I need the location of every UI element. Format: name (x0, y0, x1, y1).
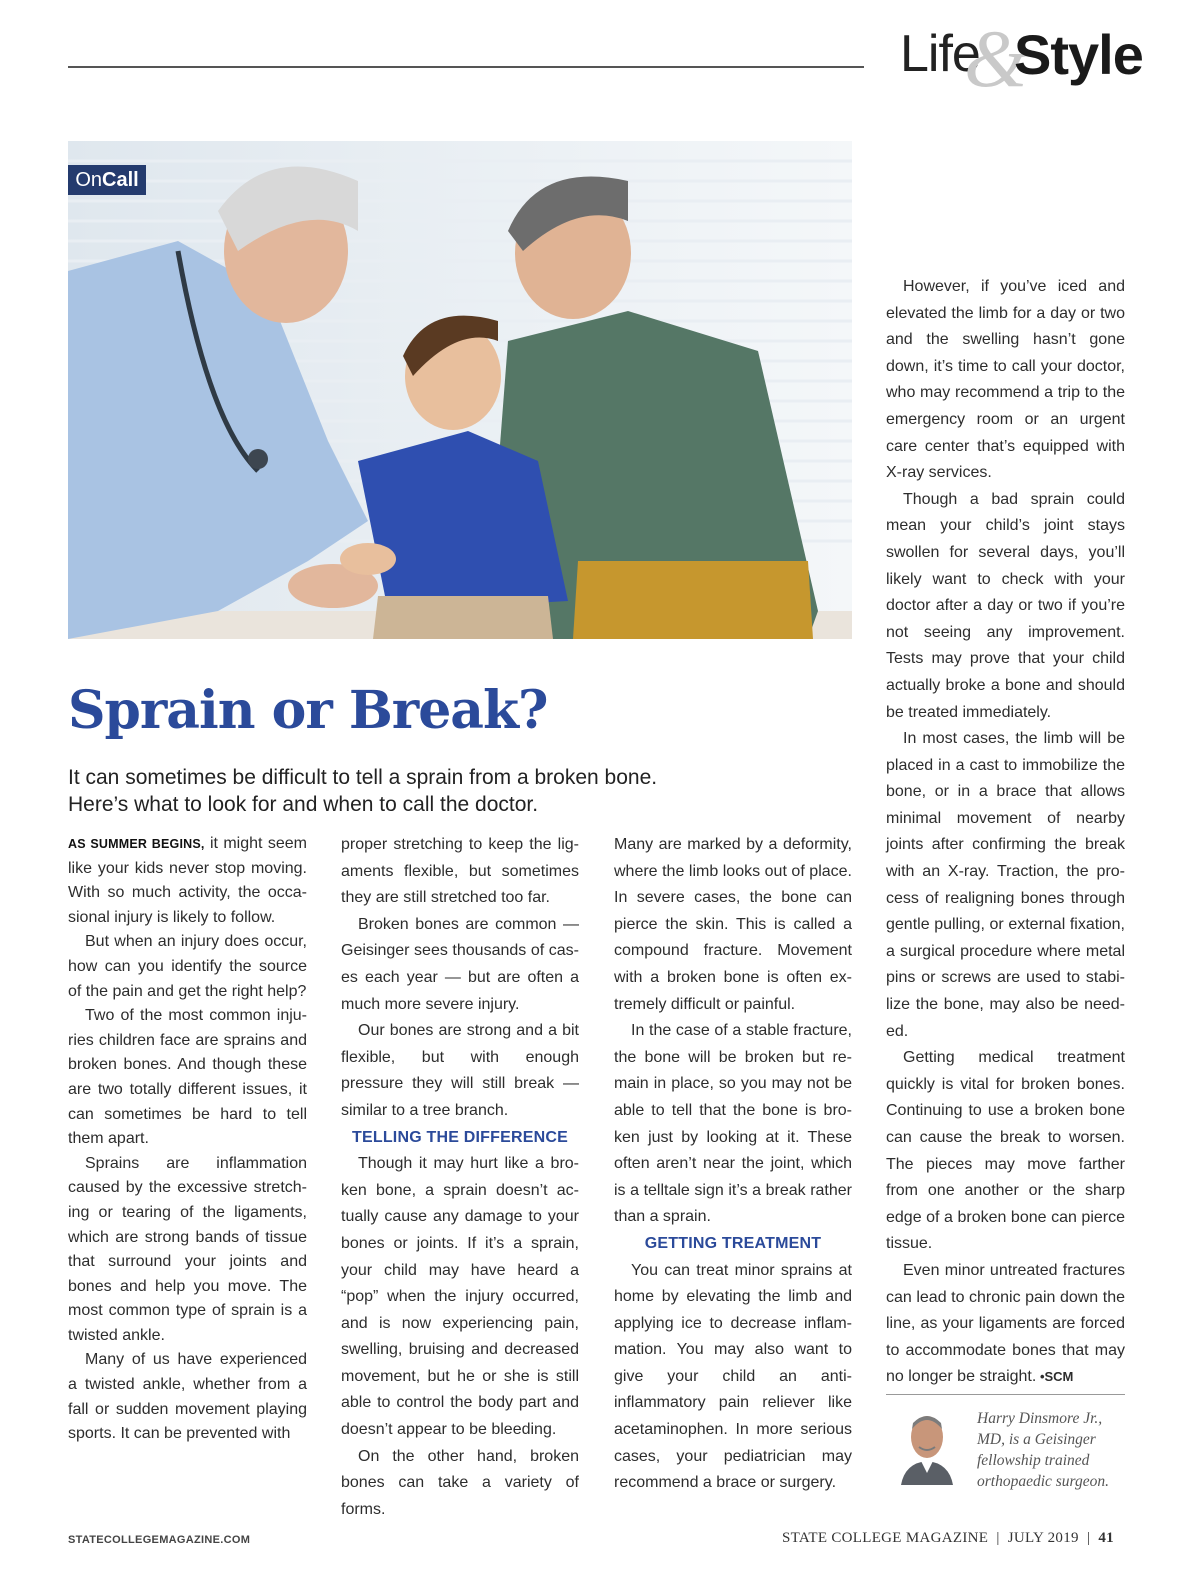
deck-line-1: It can sometimes be difficult to tell a sprain from a broken bone. (68, 766, 658, 789)
bio-rule (886, 1394, 1125, 1395)
article-headline: Sprain or Break? (68, 680, 548, 741)
hero-photo (68, 141, 852, 639)
deck-line-2: Here’s what to look for and when to call the doctor. (68, 793, 539, 816)
footer-magazine: STATE COLLEGE MAGAZINE (782, 1530, 989, 1546)
subhead-telling-the-difference: TELLING THE DIFFERENCE (352, 1128, 568, 1146)
paragraph: Many of us have experienced a twisted ankle, whether from a fall or sudden movement playing sports. It can be prevented with (68, 1351, 307, 1443)
lead-in: AS SUMMER BEGINS, (68, 837, 205, 851)
paragraph: You can treat minor sprains at home by elevating the limb and applying ice to decrease inflammation. You may also want to give your child an anti-inflammatory pain reliever like acetaminophen. In more serious cases, your pediatrician may recommend a brace or surgery. (614, 1261, 852, 1492)
section-logo (900, 13, 1143, 104)
paragraph: Our bones are strong and a bit flexible, but with enough pressure they will still break — similar to a tree branch. (341, 1022, 579, 1119)
paragraph: Broken bones are common — Geisinger sees thousands of cases each year — but are often a much more severe injury. (341, 915, 579, 1013)
paragraph (68, 832, 307, 930)
section-logo-life: Life (900, 25, 980, 83)
paragraph: Two of the most common injuries children face are sprains and broken bones. And though these are two totally different issues, it can sometimes be hard to tell them apart. (68, 1007, 307, 1148)
bio-line: fellowship trained (977, 1452, 1090, 1469)
paragraph: In most cases, the limb will be placed in a cast to immobilize the bone, or in a brace that allows minimal movement of nearby joints after confirming the break with an X-ray. Traction, the process of realigning bones through gentle pulling, or external fixation, a surgical procedure where metal pins or screws are used to stabilize the bone, may also be needed. (886, 730, 1125, 1040)
paragraph: proper stretching to keep the ligaments flexible, but sometimes they are still stretched too far. (341, 836, 579, 907)
paragraph: Though it may hurt like a broken bone, a sprain doesn’t actually cause any damage to your bones or joints. If it’s a sprain, your child may have heard a “pop” when the injury occurred, and is now experiencing pain, swelling, bruising and decreased movement, but he or she is still able to control the body part and doesn’t appear to be bleeding. (341, 1155, 579, 1439)
paragraph: Though a bad sprain could mean your child’s joint stays swollen for several days, you’ll likely want to check with your doctor after a day or two if you’re not seeing any improvement. Tests may prove that your child actually broke a bone and should be treated immediately. (886, 490, 1125, 721)
paragraph: But when an injury does occur, how can you identify the source of the pain and get the right help? (68, 933, 307, 1000)
end-mark: •SCM (1036, 1369, 1074, 1385)
header-rule (68, 66, 864, 68)
paragraph: On the other hand, broken bones can take a variety of forms. (341, 1447, 579, 1518)
section-logo-ampersand: & (964, 13, 1028, 104)
body-column-1 (68, 832, 307, 1447)
section-logo-style: Style (1014, 23, 1143, 86)
footer-page-number: 41 (1098, 1530, 1114, 1546)
paragraph: Getting medical treatment quickly is vital for broken bones. Continuing to use a broken bone can cause the break to worsen. The pieces may move farther from one another or the sharp edge of a broken bone can pierce tissue. (886, 1049, 1125, 1253)
paragraph-text: it might seem like your kids never stop moving. With so much activity, the occasional injury is likely to follow. (68, 835, 307, 926)
footer-issue: JULY 2019 (1007, 1530, 1079, 1546)
footer-folio (782, 1530, 1114, 1547)
footer-separator: | (996, 1530, 1000, 1546)
footer-site: STATECOLLEGEMAGAZINE.COM (68, 1534, 251, 1546)
bio-line: MD, is a Geisinger (977, 1431, 1096, 1448)
body-column-2 (341, 832, 579, 1523)
bio-line: Harry Dinsmore Jr., (977, 1410, 1103, 1427)
author-bio (977, 1408, 1127, 1492)
paragraph-text: Even minor untreated fractures can lead to chronic pain down the line, as your ligaments are forced to accommodate bones that may no longer be straight. (886, 1261, 1125, 1386)
paragraph: However, if you’ve iced and elevated the limb for a day or two and the swelling hasn’t gone down, it’s time to call your doctor, who may recommend a trip to the emergency room or an urgent care center that’s equipped with X-ray services. (886, 278, 1125, 482)
footer-separator: | (1086, 1530, 1091, 1546)
paragraph: In the case of a stable fracture, the bone will be broken but remain in place, so you may not be able to tell that the bone is broken just by looking at it. These often aren’t near the joint, which is a telltale sign it’s a break rather than a sprain. (614, 1022, 852, 1226)
paragraph: Many are marked by a deformity, where the limb looks out of place. In severe cases, the bone can pierce the skin. This is called a compound fracture. Movement with a broken bone is often extremely difficult or painful. (614, 836, 852, 1013)
oncall-badge (68, 165, 146, 195)
paragraph: Sprains are inflammation caused by the excessive stretching or tearing of the ligaments, which are strong bands of tissue that surround your joints and bones and help you move. The most common type of sprain is a twisted ankle. (68, 1154, 307, 1344)
bio-line: orthopaedic surgeon. (977, 1473, 1110, 1490)
author-avatar (897, 1405, 957, 1485)
body-column-4 (886, 274, 1125, 1391)
hero-photo-illustration (68, 141, 852, 639)
article-deck (68, 764, 768, 818)
subhead-getting-treatment: GETTING TREATMENT (644, 1234, 822, 1252)
oncall-badge-call: Call (102, 169, 139, 191)
body-column-3 (614, 832, 852, 1497)
oncall-badge-on: On (75, 169, 102, 191)
paragraph (886, 1258, 1125, 1391)
